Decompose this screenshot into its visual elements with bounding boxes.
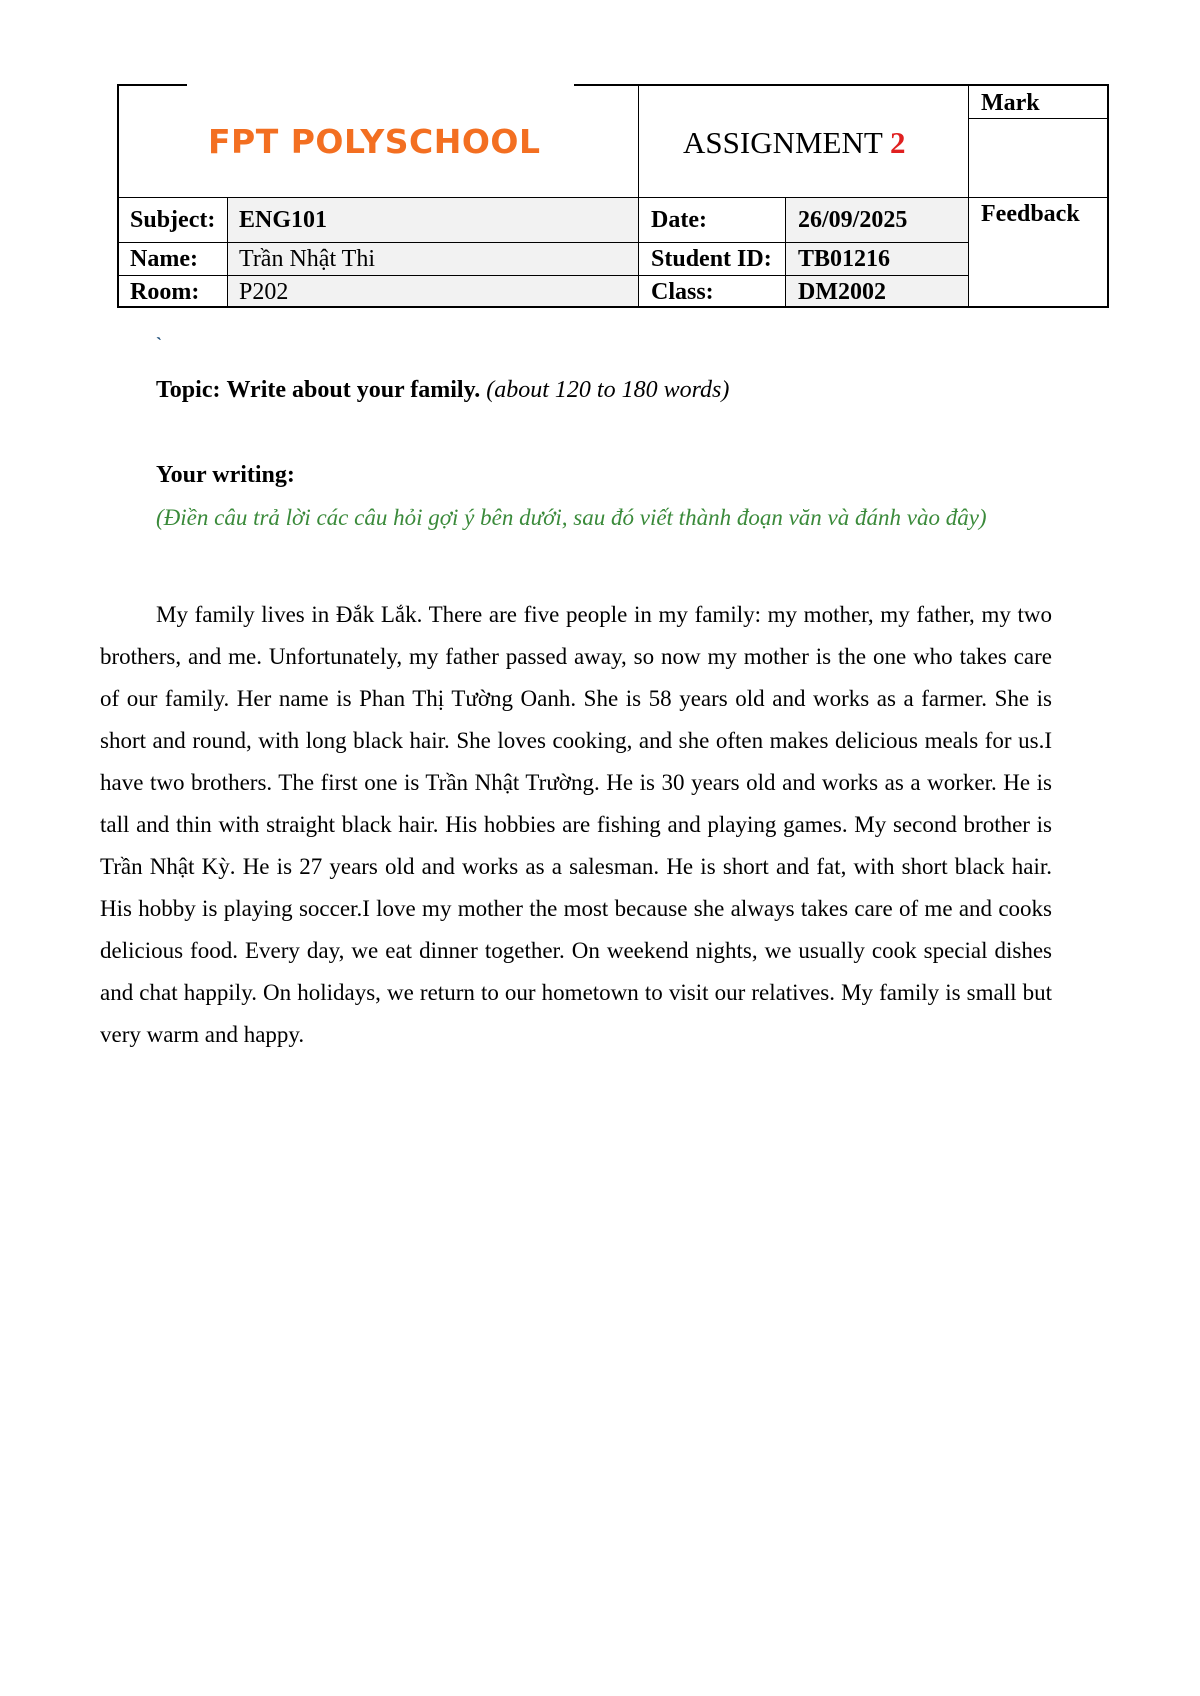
table-border-bottom [117, 306, 1109, 308]
date-label: Date: [651, 207, 707, 233]
col-line-4 [968, 84, 969, 307]
table-border-right [1107, 84, 1109, 308]
class-label: Class: [651, 279, 714, 305]
topic-label: Topic: [156, 377, 221, 403]
col-line-3 [785, 197, 786, 307]
mark-underline [968, 118, 1109, 119]
row-line-2 [117, 242, 968, 243]
row-line-3 [117, 275, 968, 276]
room-label: Room: [130, 279, 200, 305]
your-writing-label: Your writing: [156, 462, 295, 488]
topic-title: Write about your family. [226, 377, 481, 403]
name-label: Name: [130, 246, 198, 272]
header-table [117, 84, 1109, 306]
table-border-left [117, 84, 119, 308]
row-line-1 [117, 197, 1109, 198]
fpt-polyschool-logo: FPT POLYSCHOOL [208, 122, 541, 161]
assignment-title [683, 125, 905, 161]
essay-paragraph: My family lives in Đắk Lắk. There are five people in my family: my mother, my father, my two brothers, and me. Unfortunately, my father passed away, so now my mother is the one who takes care of our family. Her name is Phan Thị Tường Oanh. She is 58 years old and works as a farmer. She is short and round, with long black hair. She loves cooking, and she often makes delicious meals for us.I have two brothers. The first one is Trần Nhật Trường. He is 30 years old and works as a worker. He is tall and thin with straight black hair. His hobbies are fishing and playing games. My second brother is Trần Nhật Kỳ. He is 27 years old and works as a salesman. He is short and fat, with short black hair. His hobby is playing soccer.I love my mother the most because she always takes care of me and cooks delicious food. Every day, we eat dinner together. On weekend nights, we usually cook special dishes and chat happily. On holidays, we return to our hometown to visit our relatives. My family is small but very warm and happy. [100, 602, 1052, 1047]
subject-value: ENG101 [239, 207, 328, 233]
room-value: P202 [239, 279, 289, 305]
studentid-label: Student ID: [651, 246, 772, 272]
class-value: DM2002 [798, 279, 886, 305]
topic-hint: (about 120 to 180 words) [486, 377, 730, 403]
room-value-shade [228, 276, 638, 307]
table-border-top-right [574, 84, 1109, 86]
subject-label: Subject: [130, 207, 216, 233]
col-line-2 [638, 84, 639, 307]
mark-label: Mark [981, 90, 1040, 116]
stray-mark: ` [156, 334, 162, 354]
name-value: Trần Nhật Thi [239, 246, 376, 272]
topic-line [156, 377, 729, 404]
feedback-label: Feedback [981, 201, 1080, 227]
assignment-number: 2 [889, 125, 906, 160]
assignment-label: ASSIGNMENT [683, 125, 883, 160]
table-border-top-left [117, 84, 187, 86]
col-line-1 [227, 197, 228, 307]
writing-instruction: (Điền câu trả lời các câu hỏi gợi ý bên dưới, sau đó viết thành đoạn văn và đánh vào đây) [156, 505, 987, 530]
date-value: 26/09/2025 [798, 207, 908, 233]
studentid-value: TB01216 [798, 246, 891, 272]
